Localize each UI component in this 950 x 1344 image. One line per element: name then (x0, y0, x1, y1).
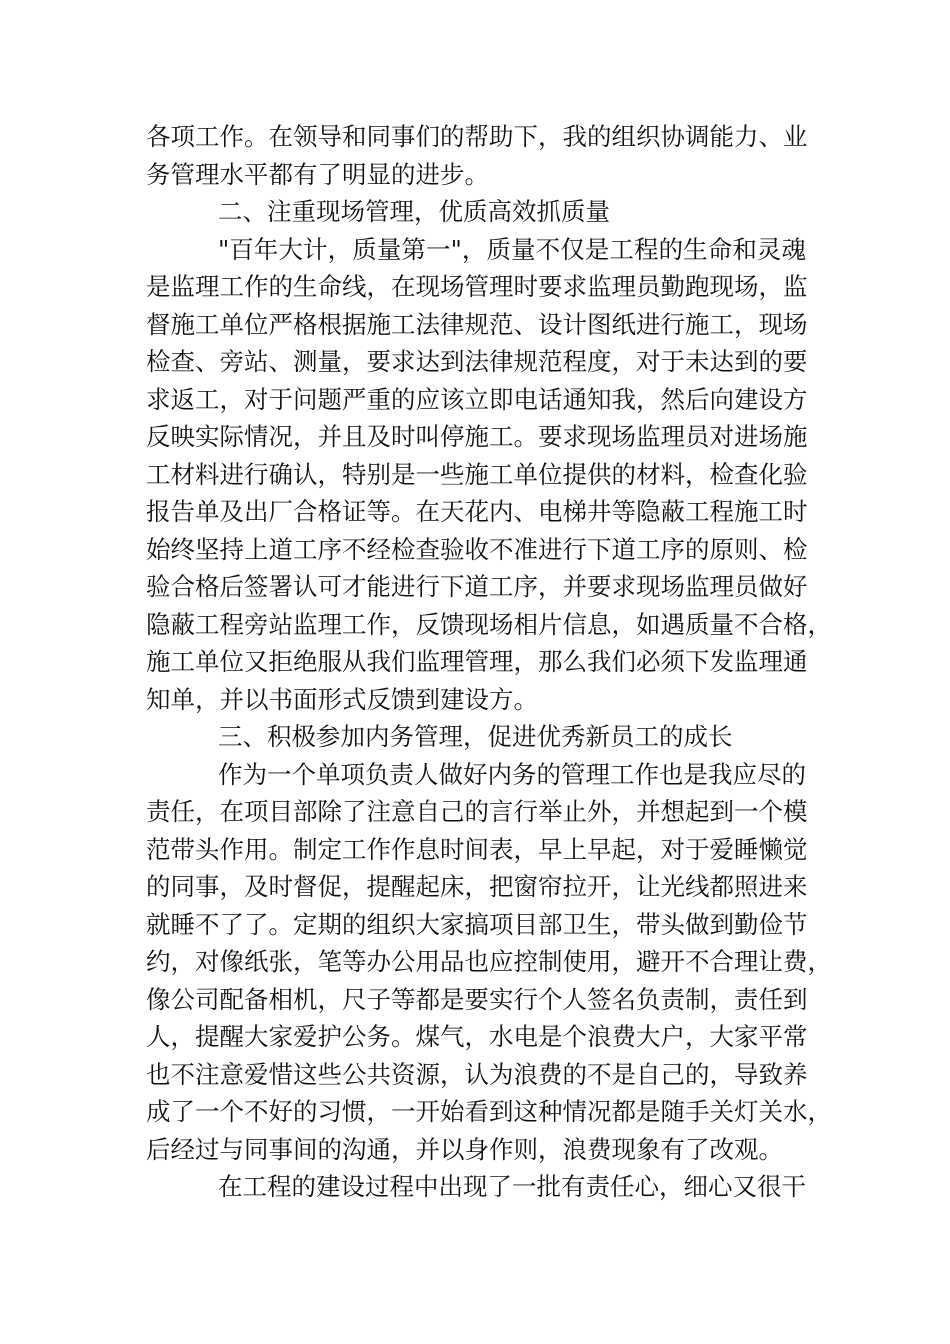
text-line: 就睡不了了。定期的组织大家搞项目部卫生，带头做到勤俭节 (146, 909, 808, 939)
text-line: 在工程的建设过程中出现了一批有责任心，细心又很干 (218, 1172, 806, 1201)
text-line: 作为一个单项负责人做好内务的管理工作也是我应尽的 (218, 759, 806, 789)
text-line: 三、积极参加内务管理，促进优秀新员工的成长 (218, 722, 733, 751)
text-line: 隐蔽工程旁站监理工作，反馈现场相片信息，如遇质量不合格， (146, 609, 832, 639)
text-line: 督施工单位严格根据施工法律规范、设计图纸进行施工，现场 (146, 309, 808, 339)
text-line: 验合格后签署认可才能进行下道工序，并要求现场监理员做好 (146, 572, 808, 601)
text-line: 的同事，及时督促，提醒起床，把窗帘拉开，让光线都照进来 (146, 872, 808, 901)
text-line: 责任，在项目部除了注意自己的言行举止外，并想起到一个模 (146, 797, 808, 826)
text-line: 始终坚持上道工序不经检查验收不准进行下道工序的原则、检 (146, 534, 808, 564)
text-line: 施工单位又拒绝服从我们监理管理，那么我们必须下发监理通 (146, 647, 808, 676)
text-line: 求返工，对于问题严重的应该立即电话通知我，然后向建设方 (146, 384, 808, 414)
text-line: 人，提醒大家爱护公务。煤气，水电是个浪费大户，大家平常 (146, 1022, 808, 1051)
text-line: 也不注意爱惜这些公共资源，认为浪费的不是自己的，导致养 (146, 1059, 808, 1089)
text-line: 反映实际情况，并且及时叫停施工。要求现场监理员对进场施 (146, 422, 808, 451)
text-line: 各项工作。在领导和同事们的帮助下，我的组织协调能力、业 (146, 122, 808, 151)
text-line: 约，对像纸张，笔等办公用品也应控制使用，避开不合理让费， (146, 947, 832, 976)
text-line: 成了一个不好的习惯，一开始看到这种情况都是随手关灯关水， (146, 1097, 832, 1126)
text-line: 后经过与同事间的沟通，并以身作则，浪费现象有了改观。 (146, 1134, 783, 1164)
text-line: 二、注重现场管理，优质高效抓质量 (218, 197, 610, 226)
text-line: 范带头作用。制定工作作息时间表，早上早起，对于爱睡懒觉 (146, 834, 808, 864)
document-body (146, 118, 832, 1206)
text-line: 工材料进行确认，特别是一些施工单位提供的材料，检查化验 (146, 459, 808, 489)
text-line: 是监理工作的生命线，在现场管理时要求监理员勤跑现场，监 (146, 272, 808, 301)
text-line: "百年大计，质量第一"，质量不仅是工程的生命和灵魂 (218, 234, 806, 264)
text-line: 检查、旁站、测量，要求达到法律规范程度，对于未达到的要 (146, 347, 808, 376)
text-line: 务管理水平都有了明显的进步。 (146, 159, 489, 189)
text-line: 报告单及出厂合格证等。在天花内、电梯井等隐蔽工程施工时 (146, 497, 808, 526)
text-line: 像公司配备相机，尺子等都是要实行个人签名负责制，责任到 (146, 984, 808, 1014)
text-line: 知单，并以书面形式反馈到建设方。 (146, 684, 538, 714)
